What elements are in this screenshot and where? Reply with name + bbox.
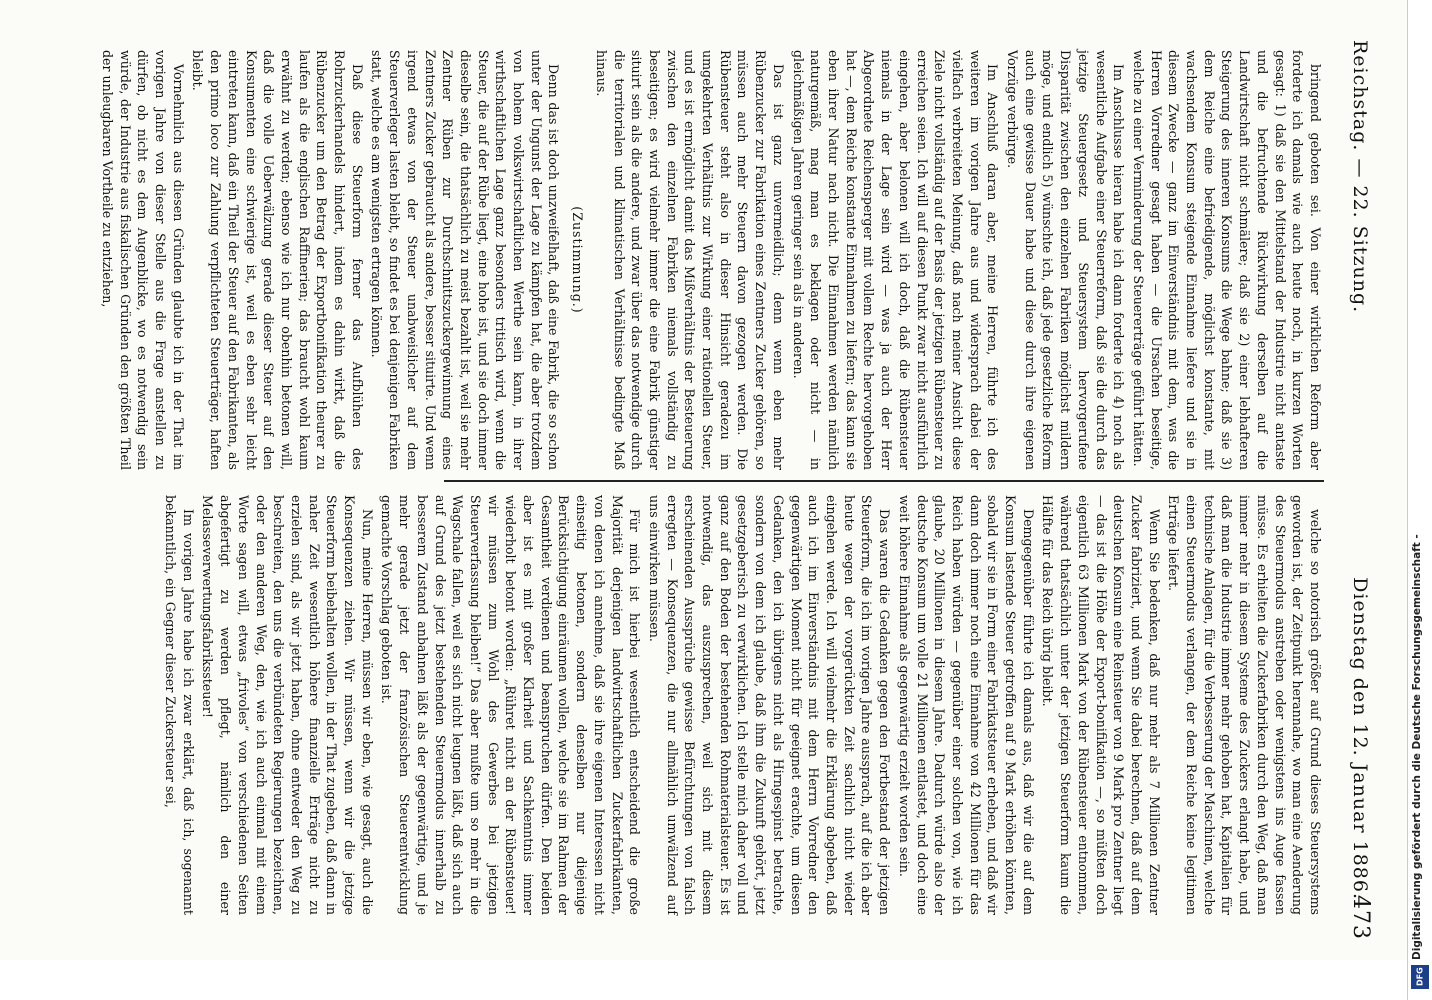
dfg-logo-icon: DFG	[1411, 965, 1429, 989]
paragraph: welche so notorisch größer auf Grund dieses Steuersystems geworden ist, der Zeitpunkt herannahe, wo man eine Aenderung des Steuermodus anstreben oder wenigstens ins Auge fassen müsse. Es erhielten die Zuckerfabriken durch den Weg, daß man immer mehr in diesem Systeme des Zuckers erlangt habe, und daß man die Industrie immer mehr gehoben hat, Kapitalien für technische Anlagen, für die Verbesserung der Maschinen, welche einen Steuermodus verlangen, der dem Reiche keine legitimen Erträge liefert.	[1166, 495, 1323, 915]
paragraph: Das waren die Gedanken gegen den Fortbestand der jetzigen Steuerform, die ich im vorigen Jahre aussprach, auf die ich aber heute wegen der vorgerückten Zeit sachlich nicht wieder eingehen werde. Ich will vielmehr die Erklärung abgeben, daß auch ich im Einverständnis mit dem Herrn Vorredner den gegenwärtigen Moment nicht für geeignet erachte, um diesen Gedanken, den ich übrigens nicht als Hirngespinst betrachte, sondern von dem ich glaube, daß ihm die Zukunft gehört, jetzt gesetzgeberisch zu verwirklichen. Ich stelle mich daher voll und ganz auf den Boden der bestehenden Rohmaterialsteuer. Es ist notwendig, das auszusprechen, weil sich mit diesem erscheinenden Aussprüche gewisse Befürchtungen von falsch erregten — Konsequenzen, die nur allmählich umwälzend auf uns einwirken müssen.	[646, 495, 893, 915]
header-title: Reichstag. — 22. Sitzung.	[1349, 40, 1371, 314]
paragraph: Im Anschluß daran aber, meine Herren, führte ich des weiteren im vorigen Jahre aus und widersprach dabei der vielfach verbreiteten Meinung, daß nach meiner Ansicht diese Ziele nicht vollständig auf der Basis der jetzigen Rübensteuer zu erreichen seien. Ich will auf diesen Punkt zwar nicht ausführlich eingehen, aber belonen will ich doch, daß die Rübensteuer niemals in der Lage sein wird — was ja auch der Herr Abgeordnete Reichensperger mit vollem Rechte hervorgehoben hat —, dem Reiche konstante Einnahmen zu liefern; das kann sie eben ihrer Natur nach nicht. Die Einnahmen werden nämlich naturgemäß, mag man es beklagen oder nicht — in gleichmäßigen Jahren geringer sein als in anderen.	[790, 50, 1001, 470]
column-right	[163, 495, 1324, 915]
paragraph: Wenn Sie bedenken, daß nur mehr als 7 Millionen Zentner Zucker fabriziert, und wenn Sie dabei berechnen, daß auf dem deutschen Konsum eine Reinsteuer von 9 Mark pro Zentner liegt — das ist die Höhe der Export-bonifikation —, so müßten doch eigentlich 63 Millionen Mark von der Rübensteuer entnommen, während thatsächlich unter der jetzigen Steuerform kaum die Hälfte für das Reich übrig bleibt.	[1040, 495, 1162, 915]
page-number: 473	[1348, 895, 1373, 940]
paragraph: Denn das ist doch unzweifelhaft, daß eine Fabrik, die so schon unter der Ungunst der Lage zu kämpfen hat, die aber trotzdem von hohem volkswirtschaftlichen Werthe sein kann, in ihrer wirthschaftlichen Lage ganz besonders tritisch wird, wenn die Steuer, die auf der Rübe liegt, eine hohe ist, und sie doch immer dieselbe sein, die thatsächlich zu meist bezahlt ist, weil sie mehr Zentner Rüben zur Durchschnittszuckergewinnung eines Zentners Zucker gebraucht als andere, besser situirte. Und wenn irgend etwas von der Steuer unabweislicher auf dem Steuerverleger lasten bleibt, so findet es bei denjenigen Fabriken statt, welche es am wenigsten ertragen können.	[369, 50, 562, 470]
column-divider	[444, 480, 1324, 482]
paragraph: Demgegenüber führte ich damals aus, daß wir die auf dem Konsum lastende Steuer getroffen auf 9 Mark erhöhen könnten, sobald wir sie in Form einer Fabrikatsteuer erheben, und daß wir dann doch immer noch eine Einnahme von 42 Millionen für das Reich haben würden — gegenüber einer solchen von, wie ich glaube, 20 Millionen in diesem Jahre. Dadurch würde also der deutsche Konsum um volle 21 Millionen entlastet, und doch eine weit höhere Einnahme als gegenwärtig erzielt worden sein.	[896, 495, 1036, 915]
paragraph: Das ist ganz unvermeidlich; denn wenn eben mehr Rübenzucker zur Fabrikation eines Zentners Zucker gehören, so müssen auch mehr Steuern davon gezogen werden. Die Rübensteuer steht also in dieser Hinsicht geradezu im umgekehrten Verhältnis zur Wirkung einer rationellen Steuer, und es ist ermöglicht damit das Mißverhältnis der Besteuerung zwischen den einzelnen Fabriken niemals vollständig zu beseitigen; es wird vielmehr immer die eine Fabrik günstiger situirt sein als die andere, und zwar über das notwendige durch die territorialen und klimatischen Verhältnisse bedingte Maß hinaus.	[593, 50, 786, 470]
header-date: Dienstag den 12. Januar 1886.	[1349, 577, 1371, 900]
paragraph: Im vorigen Jahre habe ich zwar erklärt, daß ich, sogenannt bekanntlich, ein Gegner dieser Zuckersteuer sei,	[163, 495, 196, 915]
paragraph: Nun, meine Herren, müssen wir eben, wie gesagt, auch die Konsequenzen ziehen. Wir müssen, wenn wir die jetzige Steuerform beibehalten wollen, in der That zugeben, daß dann in naher Zeit wesentlich höhere finanzielle Erträge nicht zu erzielen sind, als wir jetzt haben, ohne entweder den Weg zu beschreiten, den uns die verbündeten Regierungen bezeichnen, oder den anderen Weg, den, wie ich auch einmal mit einem Worte sagen will, etwas „frivoles“ von verschiedenen Seiten abgefertigt zu werden pflegt, nämlich den einer Melasseverwertungsfabrikssteuer!	[200, 495, 375, 915]
paragraph: bringend geboten sei. Von einer wirklichen Reform aber forderte ich damals wie auch heute noch, in kurzen Worten gesagt: 1) daß sie den Mittelstand der Industrie nicht antaste und die befruchtende Rückwirkung derselben auf die Landwirtschaft nicht schmälere; daß sie 2) einer lebhafteren Steigerung des inneren Konsums die Wege bahne; daß sie 3) dem Reiche eine befriedigende, möglichst konstante, mit wachsendem Konsum steigende Einnahme liefere und sie in diesem Zwecke — ganz im Einverständnis mit dem, was die Herren Vorredner gesagt haben — die Ursachen beseitige, welche zu einer Verminderung der Steuererträge geführt hätten.	[1130, 50, 1323, 470]
column-left	[99, 50, 1324, 470]
paragraph: Vornehmlich aus diesen Gründen glaubte ich in der That im vorigen Jahre von dieser Stelle aus die Frage anstellen zu dürfen, ob nicht es dem Augenblicke, wo es notwendig sein würde, der Industrie aus fiskalischen Gründen den größten Theil der unleugbaren Vortheile zu entziehen,	[99, 50, 186, 470]
digitization-note: Digitalisierung gefördert durch die Deutsche Forschungsgemeinschaft -	[1411, 534, 1423, 960]
paragraph: Im Anschlusse hieran habe ich dann forderte ich 4) noch als wesentliche Aufgabe einer Steuerreform, daß sie die durch das jetzige Steuergesetz und Steuersystem hervorgerufene Disparität zwischen den einzelnen Fabriken möglichst mildern möge, und endlich 5) wünschte ich, daß jede gesetzliche Reform auch eine gewisse Dauer habe und diese durch ihre eigenen Vorzüge verbürge.	[1005, 50, 1127, 470]
page-header	[1337, 40, 1377, 940]
paragraph: Für mich ist hierbei wesentlich entscheidend die große Majorität derjenigen landwirtschaftlichen Zuckerfabrikanten, von denen ich annehme, daß sie ihre eigenen Interessen nicht einseitig betonen, sondern denselben nur diejenige Berücksichtigung einräumen wollen, welche sie im Rahmen der Gesamtheit verdienen und beanspruchen dürfen. Den beiden aber ist es mit großer Klarheit und Sachkenntnis immer wiederholt betont worden: „Rühret nicht an der Rübensteuer! wir müssen zum Wohl des Gewerbes bei jetzigen Steuerverfassung bleiben!“ Das aber mußte um so mehr in die Wagschale fallen, weil es sich nicht leugnen läßt, daß sich auch auf Grund des jetzt bestehenden Steuermodus innerhalb zu besserem Zustand anbahnen läßt als der gegenwärtige, und je mehr gerade jetzt der französischen Steuerentwicklung gemachte Vorschlag geboten ist.	[379, 495, 643, 915]
digitization-sidebar	[1407, 0, 1432, 1000]
interjection: (Zustimmung.)	[570, 206, 586, 314]
paragraph: Daß diese Steuerform ferner das Aufblühen des Rohrzuckerhandels hindert, indem es dahin wirkt, daß die Rübenzucker um den Betrag der Exportbonifikation theurer zu laufen als die englischen Raffinerien; das braucht wohl kaum erwähnt zu werden; ebenso wie ich nur obenhin betonen will, daß die volle Ueberwälzung gerade dieser Steuer auf den Konsumenten eine schwierige ist, weil es eben sehr leicht eintreten kann, daß ein Theil der Steuer auf den Fabrikanten, als den primo loco zur Zahlung verpflichteten Steuerträger, haften bleibt.	[190, 50, 365, 470]
